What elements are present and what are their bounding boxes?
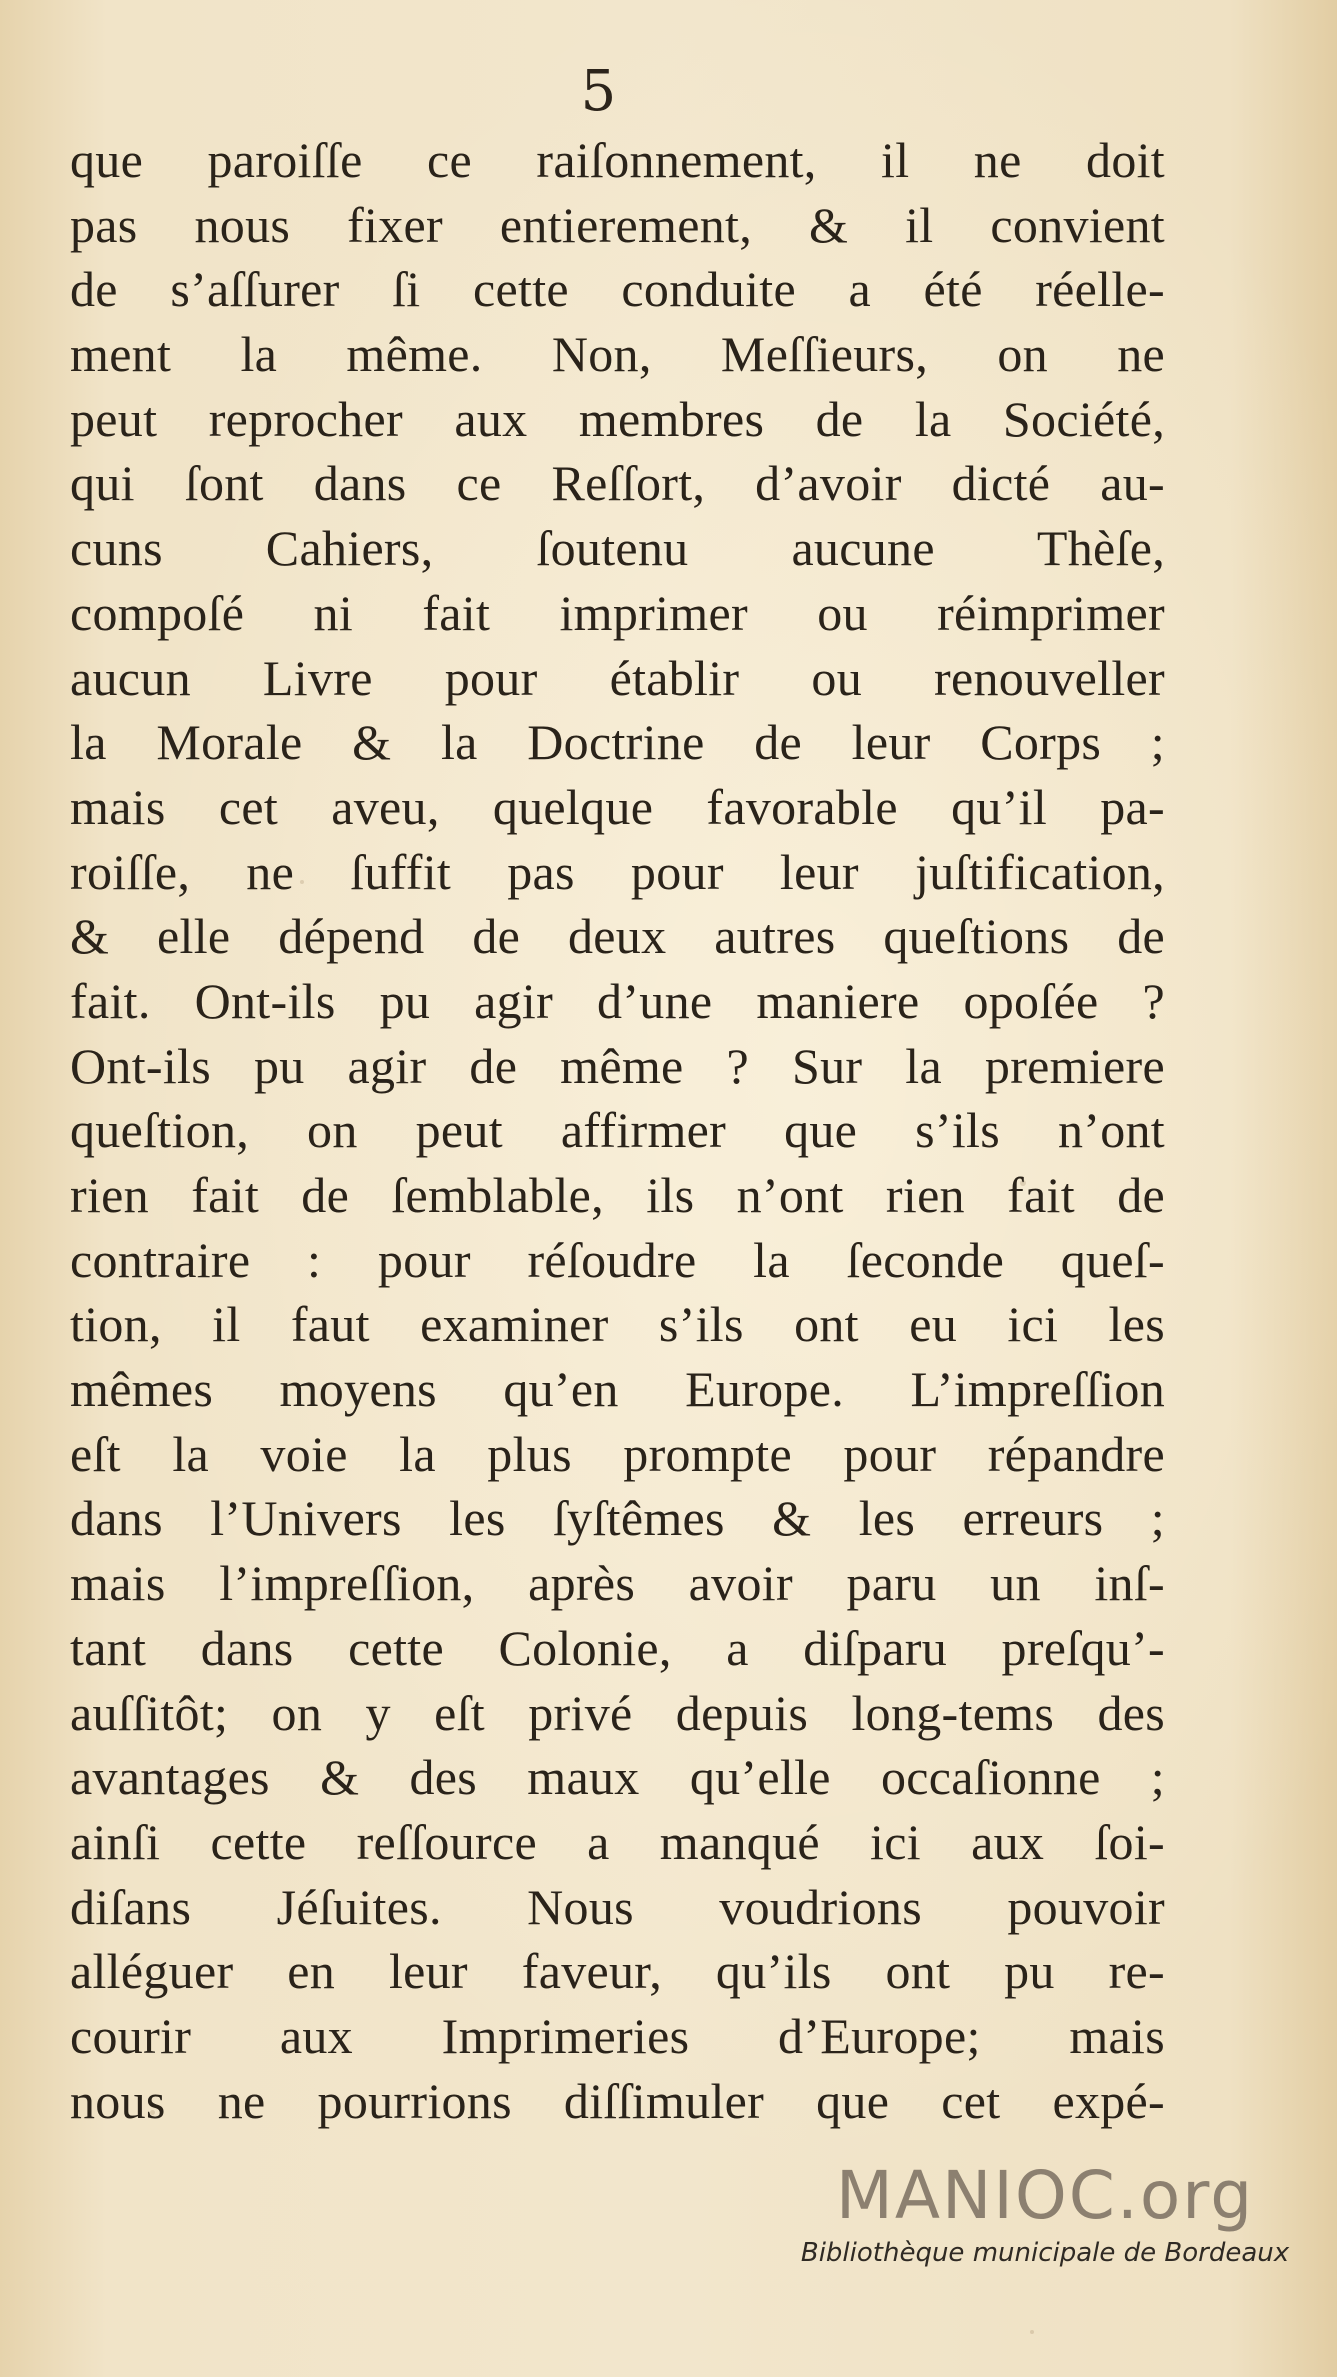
text-line: peut reprocher aux membres de la Société, xyxy=(70,390,1165,447)
text-line: compoſé ni fait imprimer ou réimprimer xyxy=(70,584,1165,641)
paper-spot xyxy=(1030,2330,1034,2334)
text-line: pas nous fixer entierement, & il convient xyxy=(70,196,1165,253)
text-line: mais cet aveu, quelque favorable qu’il pa- xyxy=(70,778,1165,835)
text-line: Ont-ils pu agir de même ? Sur la premiere xyxy=(70,1037,1165,1094)
text-line: contraire : pour réſoudre la ſeconde queſ- xyxy=(70,1231,1165,1288)
text-line: auſſitôt; on y eſt privé depuis long-tems des xyxy=(70,1684,1165,1741)
text-line: roiſſe, ne ſuffit pas pour leur juſtification, xyxy=(70,843,1165,900)
text-line: mais l’impreſſion, après avoir paru un inſ- xyxy=(70,1555,1165,1612)
text-line: & elle dépend de deux autres queſtions de xyxy=(70,908,1165,965)
text-line: aucun Livre pour établir ou renouveller xyxy=(70,649,1165,706)
text-line: dans l’Univers les ſyſtêmes & les erreurs ; xyxy=(70,1490,1165,1547)
text-line: eſt la voie la plus prompte pour répandre xyxy=(70,1425,1165,1482)
text-line: courir aux Imprimeries d’Europe; mais xyxy=(70,2007,1165,2064)
library-credit: Bibliothèque municipale de Bordeaux xyxy=(800,2238,1290,2268)
text-line: queſtion, on peut affirmer que s’ils n’ont xyxy=(70,1102,1165,1159)
text-line: mêmes moyens qu’en Europe. L’impreſſion xyxy=(70,1361,1165,1418)
text-line: fait. Ont-ils pu agir d’une maniere opoſée ? xyxy=(70,972,1165,1029)
text-line: la Morale & la Doctrine de leur Corps ; xyxy=(70,714,1165,771)
text-line: ainſi cette reſſource a manqué ici aux ſoi- xyxy=(70,1813,1165,1870)
manioc-watermark xyxy=(780,2157,1310,2270)
text-line: diſans Jéſuites. Nous voudrions pouvoir xyxy=(70,1878,1165,1935)
text-line: tant dans cette Colonie, a diſparu preſqu’- xyxy=(70,1619,1165,1676)
text-line: alléguer en leur faveur, qu’ils ont pu re- xyxy=(70,1943,1165,2000)
text-line: cuns Cahiers, ſoutenu aucune Thèſe, xyxy=(70,520,1165,577)
manioc-logo: MANIOC.org xyxy=(835,2157,1255,2234)
body-text xyxy=(70,128,1165,2133)
text-line: de s’aſſurer ſi cette conduite a été réelle- xyxy=(70,261,1165,318)
text-line: nous ne pourrions diſſimuler que cet expé- xyxy=(70,2072,1165,2129)
text-line: que paroiſſe ce raiſonnement, il ne doit xyxy=(70,132,1165,188)
text-line: rien fait de ſemblable, ils n’ont rien fait de xyxy=(70,1167,1165,1223)
text-line: ment la même. Non, Meſſieurs, on ne xyxy=(70,326,1165,383)
page-number: 5 xyxy=(580,59,617,124)
text-line: tion, il faut examiner s’ils ont eu ici les xyxy=(70,1296,1165,1353)
text-line: avantages & des maux qu’elle occaſionne ; xyxy=(70,1749,1165,1806)
text-line: qui ſont dans ce Reſſort, d’avoir dicté au- xyxy=(70,455,1165,512)
